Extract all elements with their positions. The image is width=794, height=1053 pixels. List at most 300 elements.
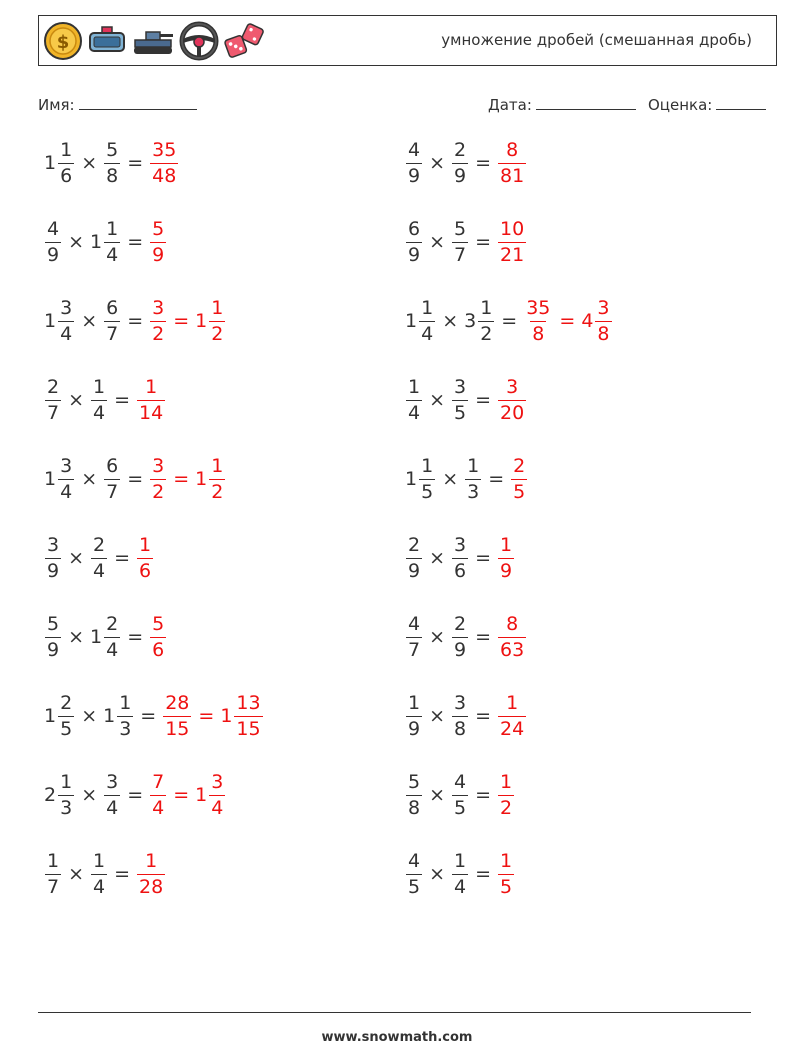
date-blank[interactable]	[536, 95, 636, 110]
denominator: 9	[408, 559, 421, 582]
denominator: 4	[93, 401, 106, 424]
denominator: 48	[152, 164, 177, 187]
answer-fraction	[150, 454, 166, 503]
numerator: 5	[152, 217, 165, 240]
operand-a	[405, 770, 423, 819]
problem-8	[405, 370, 527, 430]
operand-b	[90, 375, 108, 424]
answer-fraction	[498, 770, 514, 819]
answer	[510, 454, 528, 503]
numerator: 1	[500, 533, 513, 556]
denominator: 2	[500, 796, 513, 819]
numerator: 3	[60, 296, 73, 319]
denominator: 6	[454, 559, 467, 582]
answer	[497, 138, 527, 187]
fraction	[209, 296, 225, 345]
numerator: 35	[152, 138, 177, 161]
operand-b	[103, 770, 121, 819]
operand-a	[44, 217, 62, 266]
denominator: 3	[467, 480, 480, 503]
fraction	[465, 454, 481, 503]
denominator: 4	[408, 401, 421, 424]
date-field	[488, 95, 636, 114]
denominator: 9	[408, 717, 421, 740]
answer	[497, 375, 527, 424]
operand-a	[405, 454, 436, 503]
problem-15	[44, 686, 264, 746]
numerator: 3	[60, 454, 73, 477]
numerator: 4	[408, 138, 421, 161]
equals-sign: =	[127, 310, 144, 332]
times-sign: ×	[81, 705, 98, 727]
operand-b	[451, 533, 469, 582]
operand-a	[44, 454, 75, 503]
answer	[149, 612, 167, 661]
answer-fraction	[137, 375, 165, 424]
fraction	[58, 454, 74, 503]
answer	[136, 533, 154, 582]
problem-10	[405, 449, 528, 509]
numerator: 5	[106, 138, 119, 161]
numerator: 2	[408, 533, 421, 556]
numerator: 1	[506, 691, 519, 714]
score-label: Оценка:	[648, 96, 713, 114]
fraction	[452, 612, 468, 661]
numerator: 5	[454, 217, 467, 240]
numerator: 1	[119, 691, 132, 714]
fraction	[45, 612, 61, 661]
name-label: Имя:	[38, 96, 75, 114]
denominator: 6	[60, 164, 73, 187]
answer-equals-sign: =	[173, 468, 190, 490]
answer-mixed-number	[195, 296, 226, 345]
denominator: 21	[500, 243, 525, 266]
denominator: 8	[454, 717, 467, 740]
numerator: 1	[421, 296, 434, 319]
numerator: 35	[526, 296, 551, 319]
operand-a	[405, 138, 423, 187]
fraction	[406, 217, 422, 266]
times-sign: ×	[68, 547, 85, 569]
numerator: 3	[454, 691, 467, 714]
whole-number: 3	[464, 310, 477, 332]
denominator: 4	[93, 875, 106, 898]
problem-3	[44, 212, 167, 272]
times-sign: ×	[81, 468, 98, 490]
whole-number: 1	[195, 468, 208, 490]
denominator: 4	[106, 796, 119, 819]
denominator: 7	[47, 401, 60, 424]
operand-a	[405, 217, 423, 266]
numerator: 1	[145, 375, 158, 398]
denominator: 24	[500, 717, 525, 740]
equals-sign: =	[475, 784, 492, 806]
problem-4	[405, 212, 527, 272]
operand-b	[451, 375, 469, 424]
equals-sign: =	[475, 152, 492, 174]
denominator: 4	[211, 796, 224, 819]
whole-number: 1	[44, 152, 57, 174]
answer-fraction	[150, 612, 166, 661]
denominator: 7	[454, 243, 467, 266]
operand-a	[44, 296, 75, 345]
denominator: 5	[421, 480, 434, 503]
numerator: 2	[60, 691, 73, 714]
answer	[149, 454, 226, 503]
denominator: 2	[480, 322, 493, 345]
whole-number: 1	[220, 705, 233, 727]
equals-sign: =	[114, 863, 131, 885]
denominator: 5	[60, 717, 73, 740]
equals-sign: =	[127, 626, 144, 648]
denominator: 3	[119, 717, 132, 740]
fraction	[209, 454, 225, 503]
denominator: 4	[106, 243, 119, 266]
answer-mixed-number	[195, 770, 226, 819]
numerator: 1	[60, 138, 73, 161]
denominator: 9	[454, 638, 467, 661]
equals-sign: =	[475, 547, 492, 569]
denominator: 8	[408, 796, 421, 819]
times-sign: ×	[429, 784, 446, 806]
denominator: 4	[421, 322, 434, 345]
equals-sign: =	[475, 863, 492, 885]
problem-13	[44, 607, 167, 667]
denominator: 5	[454, 401, 467, 424]
operand-a	[44, 691, 75, 740]
numerator: 3	[152, 296, 165, 319]
fraction	[406, 691, 422, 740]
denominator: 28	[139, 875, 164, 898]
answer-fraction	[137, 849, 165, 898]
numerator: 4	[454, 770, 467, 793]
denominator: 3	[60, 796, 73, 819]
fraction	[419, 296, 435, 345]
fraction	[104, 296, 120, 345]
times-sign: ×	[429, 626, 446, 648]
numerator: 3	[152, 454, 165, 477]
denominator: 15	[165, 717, 190, 740]
denominator: 5	[408, 875, 421, 898]
answer-fraction	[498, 612, 526, 661]
numerator: 8	[506, 138, 519, 161]
answer	[497, 533, 515, 582]
equals-sign: =	[475, 389, 492, 411]
numerator: 2	[93, 533, 106, 556]
numerator: 1	[145, 849, 158, 872]
fraction	[452, 533, 468, 582]
steering-wheel-icon	[179, 21, 219, 61]
fraction	[45, 533, 61, 582]
operand-b	[90, 849, 108, 898]
denominator: 4	[60, 480, 73, 503]
answer-equals-sign: =	[173, 310, 190, 332]
equals-sign: =	[475, 705, 492, 727]
fraction	[452, 217, 468, 266]
numerator: 1	[211, 454, 224, 477]
denominator: 4	[106, 638, 119, 661]
whole-number: 1	[90, 626, 103, 648]
denominator: 4	[152, 796, 165, 819]
name-field	[38, 95, 197, 114]
answer	[523, 296, 612, 345]
operand-b	[451, 849, 469, 898]
denominator: 9	[408, 243, 421, 266]
numerator: 1	[467, 454, 480, 477]
operand-a	[405, 612, 423, 661]
denominator: 2	[211, 322, 224, 345]
problem-11	[44, 528, 154, 588]
fraction	[104, 770, 120, 819]
fraction	[58, 296, 74, 345]
denominator: 9	[47, 559, 60, 582]
fraction	[452, 138, 468, 187]
problem-9	[44, 449, 226, 509]
equals-sign: =	[127, 152, 144, 174]
vr-headset-icon	[87, 21, 127, 61]
numerator: 3	[454, 375, 467, 398]
score-blank[interactable]	[716, 95, 766, 110]
operand-b	[451, 217, 469, 266]
times-sign: ×	[81, 152, 98, 174]
problem-17	[44, 765, 226, 825]
numerator: 4	[408, 849, 421, 872]
denominator: 8	[532, 322, 545, 345]
operand-b	[451, 770, 469, 819]
whole-number: 1	[44, 468, 57, 490]
operand-b	[451, 138, 469, 187]
answer	[497, 691, 527, 740]
times-sign: ×	[429, 547, 446, 569]
answer-fraction	[498, 217, 526, 266]
fraction	[209, 770, 225, 819]
times-sign: ×	[429, 389, 446, 411]
operand-a	[44, 612, 62, 661]
times-sign: ×	[429, 152, 446, 174]
dice-icon	[223, 21, 265, 61]
denominator: 7	[47, 875, 60, 898]
operand-b	[90, 217, 121, 266]
operand-a	[44, 138, 75, 187]
whole-number: 1	[90, 231, 103, 253]
numerator: 2	[47, 375, 60, 398]
fraction	[406, 375, 422, 424]
numerator: 8	[506, 612, 519, 635]
answer-fraction	[498, 138, 526, 187]
fraction	[406, 770, 422, 819]
numerator: 5	[408, 770, 421, 793]
operand-a	[405, 533, 423, 582]
denominator: 9	[152, 243, 165, 266]
numerator: 10	[500, 217, 525, 240]
svg-text:$: $	[56, 32, 70, 53]
header-icons	[43, 21, 265, 61]
answer-fraction	[150, 217, 166, 266]
operand-a	[405, 296, 436, 345]
numerator: 3	[454, 533, 467, 556]
problem-6	[405, 291, 613, 351]
equals-sign: =	[127, 231, 144, 253]
denominator: 9	[500, 559, 513, 582]
whole-number: 1	[44, 310, 57, 332]
fraction	[234, 691, 262, 740]
equals-sign: =	[114, 389, 131, 411]
denominator: 2	[152, 480, 165, 503]
worksheet-title: умножение дробей (смешанная дробь)	[441, 31, 752, 49]
answer-fraction	[163, 691, 191, 740]
times-sign: ×	[442, 468, 459, 490]
numerator: 2	[454, 612, 467, 635]
answer	[136, 375, 166, 424]
denominator: 8	[597, 322, 610, 345]
numerator: 2	[106, 612, 119, 635]
numerator: 1	[421, 454, 434, 477]
fraction	[104, 217, 120, 266]
answer-equals-sign: =	[173, 784, 190, 806]
numerator: 1	[106, 217, 119, 240]
denominator: 6	[152, 638, 165, 661]
times-sign: ×	[68, 626, 85, 648]
numerator: 2	[454, 138, 467, 161]
answer-mixed-number	[195, 454, 226, 503]
numerator: 4	[47, 217, 60, 240]
numerator: 1	[93, 375, 106, 398]
answer-fraction	[150, 138, 178, 187]
fraction	[452, 770, 468, 819]
fraction	[45, 849, 61, 898]
times-sign: ×	[81, 310, 98, 332]
denominator: 6	[139, 559, 152, 582]
fraction	[406, 612, 422, 661]
denominator: 7	[408, 638, 421, 661]
whole-number: 1	[44, 705, 57, 727]
numerator: 13	[236, 691, 261, 714]
coin-icon	[43, 21, 83, 61]
equals-sign: =	[114, 547, 131, 569]
denominator: 9	[47, 243, 60, 266]
numerator: 1	[139, 533, 152, 556]
fraction	[478, 296, 494, 345]
numerator: 1	[211, 296, 224, 319]
operand-a	[405, 849, 423, 898]
footer-divider	[38, 1012, 751, 1013]
operand-b	[464, 296, 495, 345]
tank-icon	[131, 21, 175, 61]
numerator: 7	[152, 770, 165, 793]
denominator: 7	[106, 480, 119, 503]
fraction	[595, 296, 611, 345]
problem-19	[44, 844, 166, 904]
denominator: 63	[500, 638, 525, 661]
fraction	[406, 138, 422, 187]
answer-equals-sign: =	[198, 705, 215, 727]
problem-7	[44, 370, 166, 430]
numerator: 1	[500, 770, 513, 793]
numerator: 6	[106, 454, 119, 477]
numerator: 3	[47, 533, 60, 556]
denominator: 14	[139, 401, 164, 424]
fraction	[419, 454, 435, 503]
fraction	[58, 770, 74, 819]
denominator: 8	[106, 164, 119, 187]
operand-a	[405, 375, 423, 424]
denominator: 5	[513, 480, 526, 503]
answer	[162, 691, 263, 740]
answer	[149, 217, 167, 266]
operand-b	[103, 138, 121, 187]
whole-number: 1	[103, 705, 116, 727]
fraction	[117, 691, 133, 740]
times-sign: ×	[68, 863, 85, 885]
operand-b	[451, 612, 469, 661]
equals-sign: =	[475, 626, 492, 648]
answer-fraction	[137, 533, 153, 582]
date-label: Дата:	[488, 96, 532, 114]
operand-b	[103, 296, 121, 345]
operand-b	[90, 612, 121, 661]
numerator: 3	[106, 770, 119, 793]
denominator: 9	[408, 164, 421, 187]
numerator: 3	[506, 375, 519, 398]
fraction	[58, 138, 74, 187]
equals-sign: =	[475, 231, 492, 253]
whole-number: 1	[195, 784, 208, 806]
times-sign: ×	[68, 231, 85, 253]
numerator: 5	[152, 612, 165, 635]
equals-sign: =	[488, 468, 505, 490]
numerator: 1	[47, 849, 60, 872]
times-sign: ×	[429, 231, 446, 253]
numerator: 1	[60, 770, 73, 793]
operand-a	[405, 691, 423, 740]
times-sign: ×	[429, 705, 446, 727]
answer-fraction	[524, 296, 552, 345]
numerator: 3	[211, 770, 224, 793]
fraction	[452, 849, 468, 898]
whole-number: 1	[405, 310, 418, 332]
equals-sign: =	[501, 310, 518, 332]
operand-a	[44, 375, 62, 424]
whole-number: 1	[195, 310, 208, 332]
answer	[497, 612, 527, 661]
denominator: 4	[60, 322, 73, 345]
answer-equals-sign: =	[559, 310, 576, 332]
problem-12	[405, 528, 515, 588]
numerator: 6	[106, 296, 119, 319]
denominator: 9	[47, 638, 60, 661]
whole-number: 4	[581, 310, 594, 332]
answer-mixed-number	[220, 691, 263, 740]
whole-number: 2	[44, 784, 57, 806]
answer	[497, 849, 515, 898]
operand-b	[90, 533, 108, 582]
answer	[136, 849, 166, 898]
times-sign: ×	[442, 310, 459, 332]
fraction	[452, 691, 468, 740]
footer-site: www.snowmath.com	[321, 1030, 473, 1045]
operand-b	[451, 691, 469, 740]
name-blank[interactable]	[79, 95, 197, 110]
answer	[497, 217, 527, 266]
fraction	[58, 691, 74, 740]
numerator: 6	[408, 217, 421, 240]
problem-18	[405, 765, 515, 825]
fraction	[104, 612, 120, 661]
numerator: 1	[480, 296, 493, 319]
answer	[149, 296, 226, 345]
answer-fraction	[498, 691, 526, 740]
operand-b	[103, 691, 134, 740]
